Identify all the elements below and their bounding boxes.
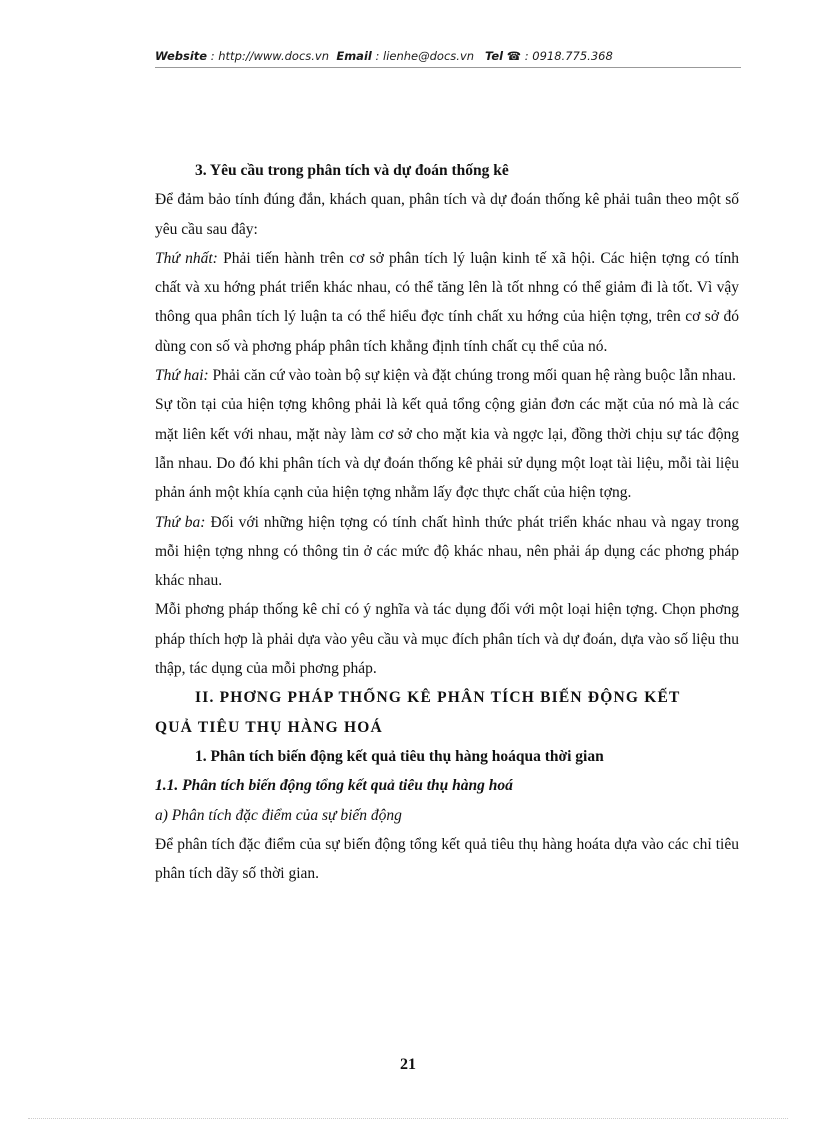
page-bottom-border: [28, 1118, 788, 1119]
page-number: 21: [400, 1056, 416, 1073]
subsection-1-1-heading: 1.1. Phân tích biến động tổng kết quả tiêu thụ hàng hoá: [155, 777, 513, 795]
subsection-a-heading: a) Phân tích đặc điểm của sự biến động: [155, 806, 402, 824]
subsection-1-heading: 1. Phân tích biến động kết quả tiêu thụ hàng hoáqua thời gian: [195, 747, 604, 765]
requirement-first-text: Phải tiến hành trên cơ sở phân tích lý luận kinh tế xã hội. Các hiện tợng có tính chất và xu hớng phát triển khác nhau, có thể tăng lên là tốt nhng có thể giảm đi là tốt. Vì vậy thông qua phân tích lý luận ta có thể hiểu đợc tính chất xu hớng của hiện tợng, trên cơ sở đó dùng con số và phơng pháp phân tích khẳng định tính chất cụ thể của nó.: [155, 249, 740, 355]
page-header: [155, 49, 740, 63]
website-label: Website: [155, 49, 208, 63]
email-label: Email: [336, 49, 372, 63]
header-divider: [155, 67, 741, 68]
requirement-second-lead: Thứ hai:: [155, 367, 209, 385]
section-2-heading-line-1: II. PHƠNG PHÁP THỐNG KÊ PHÂN TÍCH BIẾN ĐỘNG KẾT: [195, 689, 681, 707]
requirement-first: [155, 244, 739, 361]
requirement-third: [155, 508, 739, 596]
phone-icon: ☎: [506, 49, 522, 63]
tel-value: : 0918.775.368: [524, 49, 613, 63]
requirement-first-lead: Thứ nhất:: [155, 249, 218, 267]
paragraph-methods: Mỗi phơng pháp thống kê chỉ có ý nghĩa và tác dụng đối với một loại hiện tợng. Chọn phơng pháp thích hợp là phải dựa vào yêu cầu và mục đích phân tích và dự đoán, dựa vào số liệu thu thập, tác dụng của mỗi phơng pháp.: [155, 601, 739, 678]
section-3-heading: 3. Yêu cầu trong phân tích và dự đoán thống kê: [195, 162, 509, 179]
paragraph-a: Để phân tích đặc điểm của sự biến động tổng kết quả tiêu thụ hàng hoáta dựa vào các chỉ tiêu phân tích dãy số thời gian.: [155, 835, 739, 883]
email-value: : lienhe@docs.vn: [375, 49, 475, 63]
requirement-third-text: Đối với những hiện tợng có tính chất hình thức phát triển khác nhau và ngay trong mỗi hiện tợng nhng có thông tin ở các mức độ khác nhau, nên phải áp dụng các phơng pháp khác nhau.: [155, 513, 739, 590]
section-3-intro: Để đảm bảo tính đúng đắn, khách quan, phân tích và dự đoán thống kê phải tuân theo một số yêu cầu sau đây:: [155, 191, 739, 238]
website-value: : http://www.docs.vn: [210, 49, 330, 63]
tel-label: Tel: [485, 49, 504, 63]
paragraph-existence: Sự tồn tại của hiện tợng không phải là kết quả tổng cộng giản đơn các mặt của nó mà là các mặt liên kết với nhau, mặt này làm cơ sở cho mặt kia và ngợc lại, đồng thời chịu sự tác động lẫn nhau. Do đó khi phân tích và dự đoán thống kê phải sử dụng một loạt tài liệu, mỗi tài liệu phản ánh một khía cạnh của hiện tợng nhằm lấy đợc thực chất của hiện tợng.: [155, 396, 739, 502]
document-body: [155, 156, 739, 888]
section-2-heading-line-2: QUẢ TIÊU THỤ HÀNG HOÁ: [155, 718, 383, 736]
requirement-second: [155, 361, 739, 390]
requirement-second-text: Phải căn cứ vào toàn bộ sự kiện và đặt chúng trong mối quan hệ ràng buộc lẫn nhau.: [208, 367, 736, 385]
requirement-third-lead: Thứ ba:: [155, 513, 206, 531]
